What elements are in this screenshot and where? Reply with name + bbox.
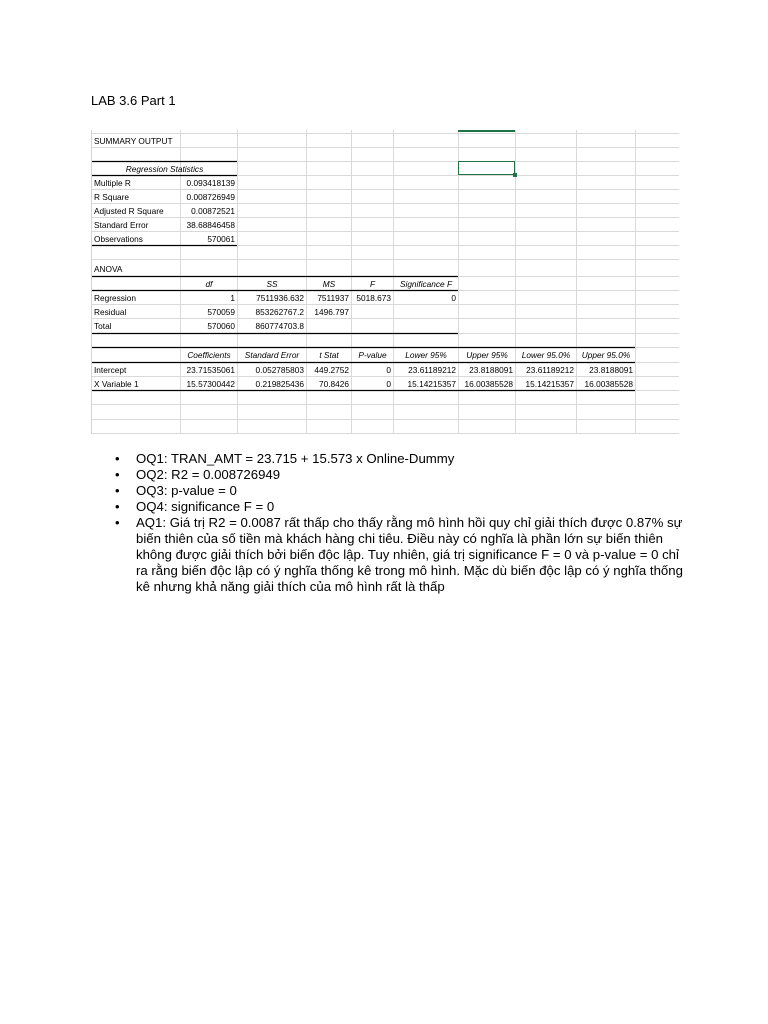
stat-value-multiple-r: 0.093418139 (186, 178, 235, 188)
anova-title: ANOVA (94, 264, 123, 274)
spreadsheet-screenshot (91, 130, 679, 434)
anova-residual-ms: 1496.797 (314, 307, 349, 317)
anova-regression-ms: 7511937 (317, 293, 349, 303)
anova-residual-ss: 853262767.2 (255, 307, 304, 317)
coef-x1-p-value: 0 (386, 379, 391, 389)
coef-header-p-value: P-value (358, 350, 387, 360)
answer-oq3: • OQ3: p-value = 0 (115, 483, 685, 499)
anova-row-label-residual: Residual (94, 307, 127, 317)
answer-oq1: • OQ1: TRAN_AMT = 23.715 + 15.573 x Online-Dummy (115, 451, 685, 467)
coef-intercept-upper-95-0: 23.8188091 (589, 365, 633, 375)
stat-value-standard-error: 38.68846458 (186, 220, 235, 230)
anova-header-df: df (205, 279, 213, 289)
anova-header-significance-f: Significance F (399, 279, 453, 289)
anova-total-df: 570060 (207, 321, 235, 331)
stat-label-multiple-r: Multiple R (94, 178, 131, 188)
page-title: LAB 3.6 Part 1 (91, 93, 176, 108)
coef-header-standard-error: Standard Error (244, 350, 300, 360)
coef-intercept-p-value: 0 (386, 365, 391, 375)
regression-statistics-header: Regression Statistics (125, 164, 204, 174)
selected-cell[interactable] (458, 161, 515, 175)
coef-x1-lower-95: 15.14215357 (407, 379, 456, 389)
stat-label-standard-error: Standard Error (94, 220, 149, 230)
summary-title: SUMMARY OUTPUT (94, 136, 173, 146)
answer-aq1: • AQ1: Giá trị R2 = 0.0087 rất thấp cho thấy rằng mô hình hồi quy chỉ giải thích được 0.87% sự biến thiên của số tiền mà khách hàng chi tiêu. Điều này có nghĩa là phần lớn sự biến thiên không được giải thích bởi biến độc lập. Tuy nhiên, giá trị significance F = 0 và p-value = 0 chỉ ra rằng biến độc lập có ý nghĩa thống kê trong mô hình. Mặc dù biến độc lập có ý nghĩa thống kê nhưng khả năng giải thích của mô hình rất là thấp (115, 515, 685, 595)
anova-regression-f: 5018.673 (356, 293, 391, 303)
coef-header-upper-95-0: Upper 95.0% (581, 350, 631, 360)
stat-label-adjusted-r-square: Adjusted R Square (94, 206, 164, 216)
coef-header-t-stat: t Stat (319, 350, 339, 360)
coef-header-upper-95: Upper 95% (466, 350, 508, 360)
coef-x1-coefficient: 15.57300442 (186, 379, 235, 389)
coef-header-lower-95: Lower 95% (405, 350, 447, 360)
coef-x1-upper-95: 16.00385528 (464, 379, 513, 389)
coef-intercept-lower-95: 23.61189212 (408, 365, 456, 375)
active-column-indicator (458, 130, 515, 132)
anova-header-ss: SS (266, 279, 278, 289)
coef-intercept-lower-95-0: 23.61189212 (526, 365, 574, 375)
coef-intercept-t-stat: 449.2752 (314, 365, 349, 375)
answer-oq2: • OQ2: R2 = 0.008726949 (115, 467, 685, 483)
stat-value-r-square: 0.008726949 (186, 192, 235, 202)
coef-x1-upper-95-0: 16.00385528 (584, 379, 633, 389)
coef-x1-t-stat: 70.8426 (319, 379, 349, 389)
anova-regression-df: 1 (230, 293, 235, 303)
coef-row-label-intercept: Intercept (94, 365, 127, 375)
answer-oq4: • OQ4: significance F = 0 (115, 499, 685, 515)
coef-x1-lower-95-0: 15.14215357 (525, 379, 574, 389)
anova-regression-significance-f: 0 (451, 293, 456, 303)
anova-row-label-total: Total (94, 321, 112, 331)
anova-header-ms: MS (322, 279, 336, 289)
anova-total-ss: 860774703.8 (255, 321, 304, 331)
stat-value-adjusted-r-square: 0.00872521 (191, 206, 235, 216)
coef-intercept-coefficient: 23.71535061 (186, 365, 235, 375)
coef-header-lower-95-0: Lower 95.0% (521, 350, 571, 360)
anova-regression-ss: 7511936.632 (256, 293, 304, 303)
coef-x1-standard-error: 0.219825436 (255, 379, 304, 389)
anova-row-label-regression: Regression (94, 293, 136, 303)
coef-row-label-x-variable-1: X Variable 1 (94, 379, 139, 389)
stat-label-observations: Observations (94, 234, 143, 244)
coef-intercept-upper-95: 23.8188091 (469, 365, 513, 375)
coef-header-coefficients: Coefficients (187, 350, 231, 360)
stat-value-observations: 570061 (207, 234, 235, 244)
answers-list (115, 451, 685, 595)
anova-header-f: F (369, 279, 376, 289)
stat-label-r-square: R Square (94, 192, 130, 202)
anova-residual-df: 570059 (207, 307, 235, 317)
coef-intercept-standard-error: 0.052785803 (255, 365, 304, 375)
